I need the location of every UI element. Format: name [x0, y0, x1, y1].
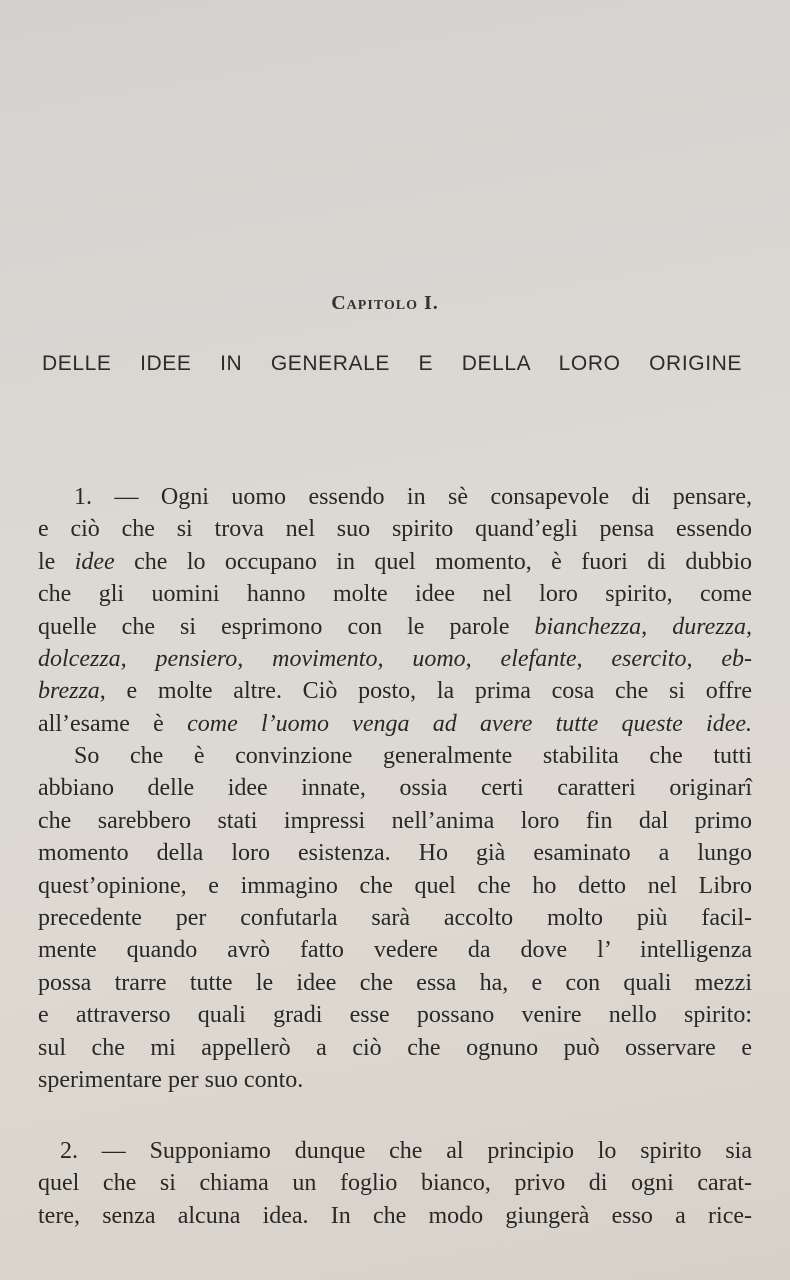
text-segment: che lo occupano in quel momento, è fuori di dubbio: [114, 548, 752, 575]
text-segment: e attraverso quali gradi esse possano venire nello spirito:: [38, 1002, 752, 1029]
text-line: [38, 870, 752, 902]
text-segment: abbiano delle idee innate, ossia certi caratteri originarî: [38, 775, 752, 802]
text-segment: all’esame è: [38, 710, 188, 737]
chapter-heading: Capitolo I.: [331, 292, 439, 314]
text-segment: So che è convinzione generalmente stabilita che tutti: [74, 743, 752, 769]
text-line: [38, 1135, 752, 1167]
text-line: [38, 999, 752, 1031]
text-line: [38, 934, 752, 966]
text-segment: sul che mi appellerò a ciò che ognuno può osservare e: [38, 1034, 752, 1061]
text-segment: quest’opinione, e immagino che quel che ho detto nel Libro: [38, 872, 752, 899]
text-line: [38, 481, 752, 513]
text-line: [38, 772, 752, 804]
paragraph-2: [38, 740, 752, 1096]
text-segment: 2. — Supponiamo dunque che al principio lo spirito sia: [60, 1138, 752, 1164]
text-line: [38, 805, 752, 837]
text-segment: quelle che si esprimono con le parole: [38, 613, 535, 640]
text-segment: , e molte altre. Ciò posto, la prima cosa che si offre: [99, 678, 752, 705]
paragraph-1: [38, 481, 752, 740]
text-line: [38, 546, 752, 578]
text-line: [38, 1032, 752, 1064]
text-segment: sperimentare per suo conto.: [38, 1066, 304, 1093]
text-line: [38, 740, 752, 772]
text-line: [38, 1064, 752, 1096]
italic-text: come l’uomo venga ad avere tutte queste idee.: [187, 710, 752, 737]
text-segment: che gli uomini hanno molte idee nel loro spirito, come: [38, 581, 752, 608]
text-segment: quel che si chiama un foglio bianco, privo di ogni carat-: [38, 1170, 752, 1197]
chapter-title: DELLE IDEE IN GENERALE E DELLA LORO ORIGINE: [42, 352, 742, 375]
text-line: [38, 513, 752, 545]
italic-text: dolcezza, pensiero, movimento, uomo, elefante, esercito, eb-: [38, 645, 752, 672]
text-line: [38, 578, 752, 610]
text-line: [38, 837, 752, 869]
text-line: [38, 708, 752, 740]
text-segment: mente quando avrò fatto vedere da dove l’ intelligenza: [38, 937, 752, 964]
text-line: [38, 1200, 752, 1232]
text-line: [38, 1167, 752, 1199]
text-line: [38, 611, 752, 643]
text-segment: precedente per confutarla sarà accolto molto più facil-: [38, 904, 752, 931]
text-segment: che sarebbero stati impressi nell’anima loro fin dal primo: [38, 807, 752, 834]
text-segment: momento della loro esistenza. Ho già esaminato a lungo: [38, 840, 752, 867]
text-line: [38, 675, 752, 707]
text-segment: tere, senza alcuna idea. In che modo giungerà esso a rice-: [38, 1202, 752, 1229]
paragraph-3: [38, 1135, 752, 1232]
italic-text: bianchezza, durezza,: [534, 613, 752, 640]
text-segment: 1. — Ogni uomo essendo in sè consapevole di pensare,: [74, 484, 752, 510]
text-segment: le: [38, 548, 75, 575]
text-line: [38, 967, 752, 999]
text-segment: e ciò che si trova nel suo spirito quand’egli pensa essendo: [38, 516, 752, 543]
italic-text: brezza: [38, 678, 100, 705]
text-line: [38, 643, 752, 675]
italic-text: idee: [74, 548, 115, 575]
text-segment: possa trarre tutte le idee che essa ha, e con quali mezzi: [38, 969, 752, 996]
text-line: [38, 902, 752, 934]
